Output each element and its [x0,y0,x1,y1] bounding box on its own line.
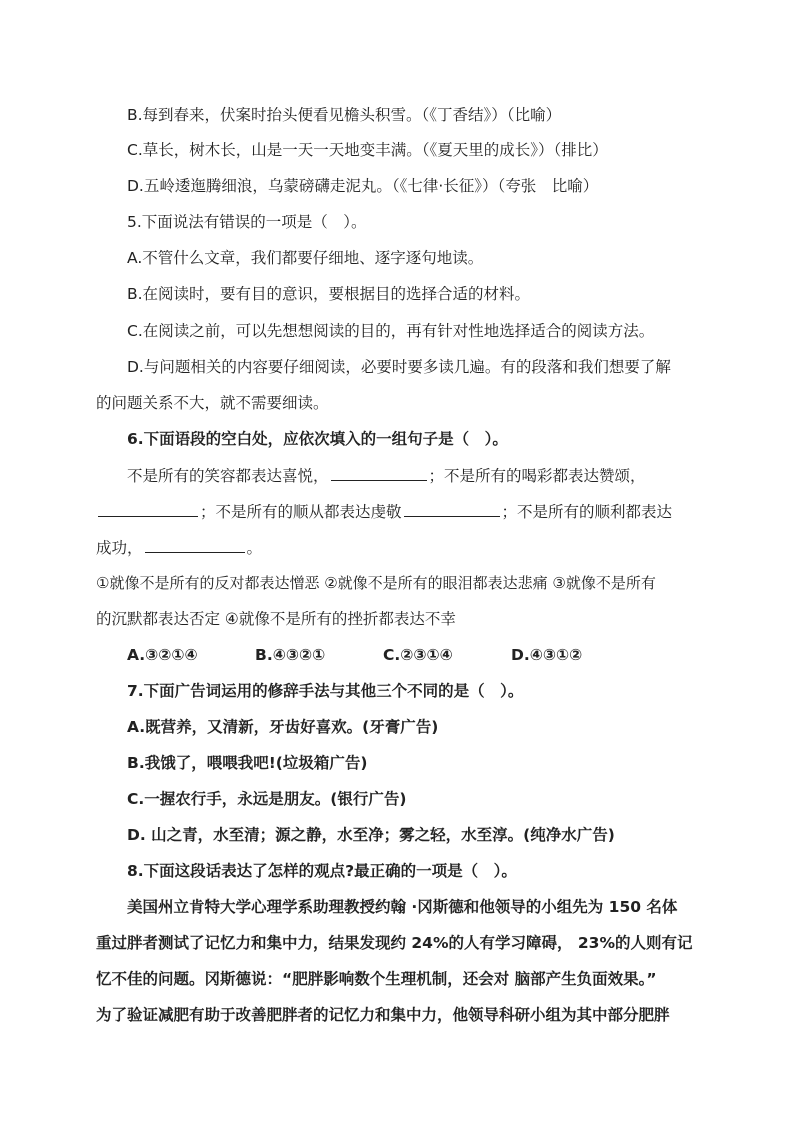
q5-option-d-cont: 的问题关系不大，就不需要细读。 [96,394,329,412]
q5-option-b: B.在阅读时，要有目的意识，要根据目的选择合适的材料。 [127,285,531,303]
q5-option-d: D.与问题相关的内容要仔细阅读，必要时要多读几遍。有的段落和我们想要了解 [127,358,671,376]
fill-blank-3 [404,500,500,517]
q6-passage-text: ；不是所有的喝彩都表达赞颂， [428,467,646,485]
q4-option-b: B.每到春来，伏案时抬头便看见檐头积雪。（《丁香结》）（比喻） [127,106,562,124]
q5-stem: 5.下面说法有错误的一项是（ ）。 [127,213,367,231]
q7-stem: 7.下面广告词运用的修辞手法与其他三个不同的是（ ）。 [127,682,524,700]
q6-sentences: ①就像不是所有的反对都表达憎恶 ②就像不是所有的眼泪都表达悲痛 ③就像不是所有 [96,574,656,592]
q4-option-c: C.草长，树木长，山是一天一天地变丰满。（《夏天里的成长》）（排比） [127,141,608,159]
q8-passage-line-3: 忆不佳的问题。冈斯德说：“肥胖影响数个生理机制，还会对 脑部产生负面效果。” [96,970,657,988]
q7-option-a: A.既营养，又清新，牙齿好喜欢。(牙膏广告) [127,718,439,736]
fill-blank-2 [98,500,198,517]
q6-passage-line-3 [96,536,706,559]
q7-option-d: D. 山之青，水至清；源之静，水至净；雾之轻，水至淳。(纯净水广告) [127,826,615,844]
q6-options [127,644,737,666]
q6-passage-text: 不是所有的笑容都表达喜悦， [127,467,329,485]
fill-blank-4 [145,536,245,553]
q6-stem: 6.下面语段的空白处，应依次填入的一组句子是（ ）。 [127,430,508,448]
q8-passage-line-4: 为了验证减肥有助于改善肥胖者的记忆力和集中力，他领导科研小组为其中部分肥胖 [96,1006,670,1024]
q6-passage-text: ；不是所有的顺利都表达 [501,503,673,521]
q6-option-c: C.②③①④ [383,646,453,664]
q7-option-b: B.我饿了，喂喂我吧!(垃圾箱广告) [127,754,368,772]
q4-option-d: D.五岭逶迤腾细浪，乌蒙磅礴走泥丸。（《七律·长征》）（夸张 比喻） [127,177,599,195]
q6-passage-line-2 [96,500,706,523]
fill-blank-1 [331,464,427,481]
q6-sentences-cont: 的沉默都表达否定 ④就像不是所有的挫折都表达不幸 [96,610,456,628]
q6-passage-text: 成功， [96,539,143,557]
q6-passage-text: 。 [246,539,263,557]
q6-passage-line-1 [127,464,737,487]
q8-passage-line-1: 美国州立肯特大学心理学系助理教授约翰 ·冈斯德和他领导的小组先为 150 名体 [127,898,678,916]
q7-option-c: C.一握农行手，永远是朋友。(银行广告) [127,790,407,808]
q5-option-c: C.在阅读之前，可以先想想阅读的目的，再有针对性地选择适合的阅读方法。 [127,322,655,340]
q6-option-a: A.③②①④ [127,646,198,664]
q6-passage-text: ；不是所有的顺从都表达虔敬 [200,503,402,521]
q8-passage-line-2: 重过胖者测试了记忆力和集中力，结果发现约 24%的人有学习障碍， 23%的人则有记 [96,934,693,952]
q6-option-d: D.④③①② [511,646,583,664]
q6-option-b: B.④③②① [255,646,326,664]
q8-stem: 8.下面这段话表达了怎样的观点?最正确的一项是（ ）。 [127,862,517,880]
q5-option-a: A.不管什么文章，我们都要仔细地、逐字逐句地读。 [127,249,484,267]
